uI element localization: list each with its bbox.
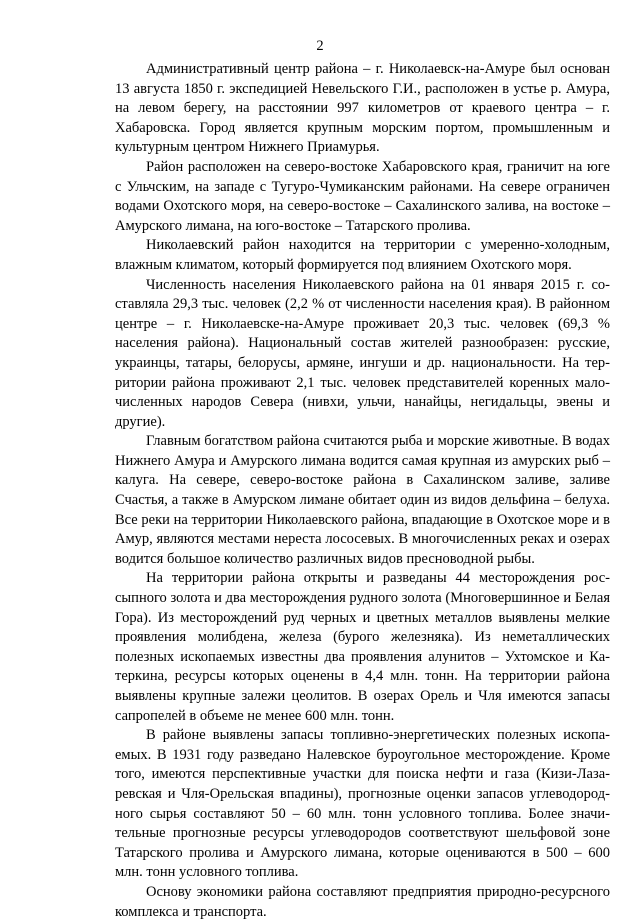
paragraph-economy: Основу экономики района составляют предприятия природно-ресурсного комплекса и транспорта. (115, 883, 610, 920)
paragraph-admin-center: Административный центр района – г. Николаевск-на-Амуре был основан 13 августа 1850 г. экспедицией Невельского Г.И., расположен в устье р. Амура, на левом берегу, на расстоянии 997 километров от краевого центра – г. Хабаровска. Город является крупным морским портом, промышленным и культурным центром Нижнего Приамурья. (115, 61, 610, 156)
document-body (115, 60, 610, 922)
page-number: 2 (316, 38, 324, 54)
paragraph-fuel-resources: В районе выявлены запасы топливно-энергетических полезных ископаемых. В 1931 году разведано Налевское буроугольное месторождение. Кроме того, имеются перспективные участки для поиска нефти и газа (Кизи-Лазаревская и Чля-Орельская впадины), прогнозные оценки запасов углеводородного сырья составляют 50 – 60 млн. тонн условного топлива. Более значительные прогнозные ресурсы углеводородов соответствуют шельфовой зоне Татарского пролива и Амурского лимана, которые оцениваются в 500 – 600 млн. тонн условного топлива. (115, 727, 610, 881)
paragraph-fauna: Главным богатством района считаются рыба и морские животные. В водах Нижнего Амура и Амурского лимана водится самая крупная из амурских рыб – калуга. На севере, северо-востоке района в Сахалинском заливе, заливе Счастья, а также в Амурском лимане обитает один из видов дельфина – белуха. Все реки на территории Николаевского района, впадающие в Охотское море и в Амур, являются местами нереста лососевых. В многочисленных реках и озерах водится большое количество различных видов пресноводной рыбы. (115, 433, 610, 567)
paragraph-location: Район расположен на северо-востоке Хабаровского края, граничит на юге с Ульчским, на западе с Тугуро-Чумиканским районами. На севере ограничен водами Охотского моря, на северо-востоке – Сахалинского залива, на востоке – Амурского лимана, на юго-востоке – Татарского пролива. (115, 158, 610, 234)
paragraph-climate: Николаевский район находится на территории с умеренно-холодным, влажным климатом, который формируется под влиянием Охотского моря. (115, 237, 610, 273)
paragraph-population: Численность населения Николаевского района на 01 января 2015 г. составляла 29,3 тыс. человек (2,2 % от численности населения края). В районном центре – г. Николаевске-на-Амуре проживает 20,3 тыс. человек (69,3 % населения района). Национальный состав жителей разнообразен: русские, украинцы, татары, белорусы, армяне, ингуши и др. национальности. На территории района проживают 2,1 тыс. человек представителей коренных малочисленных народов Севера (нивхи, ульчи, нанайцы, негидальцы, эвены и другие). (115, 276, 610, 430)
paragraph-mineral-deposits: На территории района открыты и разведаны 44 месторождения россыпного золота и два месторождения рудного золота (Многовершинное и Белая Гора). Из месторождений руд черных и цветных металлов выявлены мелкие проявления молибдена, железа (бурого железняка). Из неметаллических полезных ископаемых известны два проявления алунитов – Ухтомское и Катеркина, ресурсы которых оценены в 4,4 млн. тонн. На территории района выявлены крупные залежи цеолитов. В озерах Орель и Чля имеются запасы сапропелей в объеме не менее 600 млн. тонн. (115, 570, 610, 724)
